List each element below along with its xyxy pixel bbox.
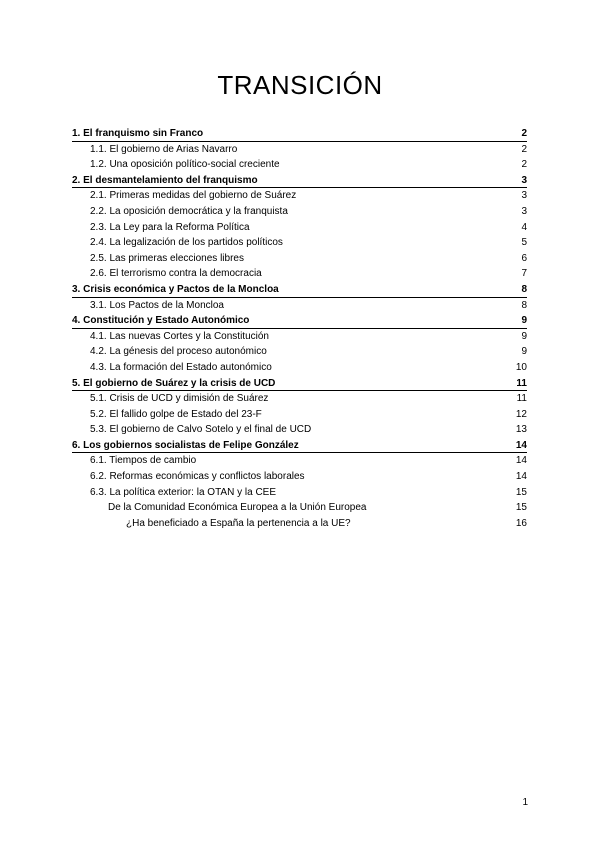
toc-entry-text: 6.1. Tiempos de cambio [90, 455, 197, 467]
toc-section[interactable] [72, 376, 527, 392]
toc-entry-text: 1.1. El gobierno de Arias Navarro [90, 143, 238, 155]
toc-entry-page: 3 [521, 174, 527, 186]
toc-subsection[interactable] [72, 500, 527, 516]
toc-subsection[interactable] [72, 204, 527, 220]
toc-subsection[interactable] [72, 391, 527, 407]
toc-entry-page: 2 [521, 128, 527, 139]
toc-entry-text: 6.3. La política exterior: la OTAN y la CEE [90, 486, 277, 498]
toc-subsection[interactable] [72, 298, 527, 314]
toc-entry-page: 14 [515, 471, 527, 483]
toc-subsection[interactable] [72, 407, 527, 423]
toc-entry-text: 4.1. Las nuevas Cortes y la Constitución [90, 330, 269, 342]
toc-subsection[interactable] [72, 329, 527, 345]
toc-subsection[interactable] [72, 251, 527, 267]
toc-entry-text: 5. El gobierno de Suárez y la crisis de UCD [72, 377, 276, 389]
toc-entry-page: 12 [515, 408, 527, 420]
toc-subsection[interactable] [72, 157, 527, 173]
toc-entry-text: 2. El desmantelamiento del franquismo [72, 174, 258, 186]
toc-entry-text: 2.1. Primeras medidas del gobierno de Suárez [90, 190, 297, 202]
toc-subsection[interactable] [72, 266, 527, 282]
toc-entry-text: 1.2. Una oposición político-social creciente [90, 159, 280, 171]
toc-entry-page: 4 [521, 221, 527, 233]
toc-entry-page: 13 [515, 424, 527, 436]
toc-entry-text: 6.2. Reformas económicas y conflictos laborales [90, 471, 305, 483]
toc-entry-text: ¿Ha beneficiado a España la pertenencia a la UE? [126, 517, 351, 529]
toc-entry-page: 3 [521, 205, 527, 217]
toc-entry-text: 3.1. Los Pactos de la Moncloa [90, 299, 224, 311]
toc-section[interactable] [72, 438, 527, 454]
toc-entry-text: 1. El franquismo sin Franco [72, 128, 204, 139]
toc-entry-page: 9 [521, 346, 527, 358]
toc-entry-text: 2.2. La oposición democrática y la franquista [90, 205, 288, 217]
toc-subsection[interactable] [72, 360, 527, 376]
toc-section[interactable] [72, 313, 527, 329]
table-of-contents [72, 126, 527, 531]
toc-entry-text: 2.4. La legalización de los partidos políticos [90, 237, 283, 249]
toc-subsection[interactable] [72, 422, 527, 438]
toc-entry-text: 3. Crisis económica y Pactos de la Moncloa [72, 283, 279, 295]
toc-entry-text: 5.3. El gobierno de Calvo Sotelo y el final de UCD [90, 424, 312, 436]
toc-subsection[interactable] [72, 344, 527, 360]
toc-entry-page: 11 [516, 393, 527, 405]
toc-subsection[interactable] [72, 453, 527, 469]
toc-entry-page: 2 [521, 143, 527, 155]
toc-entry-text: 5.2. El fallido golpe de Estado del 23-F [90, 408, 262, 420]
toc-entry-page: 10 [515, 361, 527, 373]
toc-subsection[interactable] [72, 220, 527, 236]
toc-entry-text: 4.2. La génesis del proceso autonómico [90, 346, 267, 358]
toc-entry-text: 2.6. El terrorismo contra la democracia [90, 268, 262, 280]
toc-entry-page: 9 [521, 330, 527, 342]
toc-entry-page: 11 [516, 377, 527, 389]
toc-entry-text: 5.1. Crisis de UCD y dimisión de Suárez [90, 393, 269, 405]
toc-entry-text: 6. Los gobiernos socialistas de Felipe González [72, 439, 299, 451]
toc-entry-text: 2.3. La Ley para la Reforma Política [90, 221, 250, 233]
toc-entry-text: De la Comunidad Económica Europea a la Unión Europea [108, 502, 367, 514]
toc-entry-page: 7 [521, 268, 527, 280]
toc-entry-page: 15 [515, 486, 527, 498]
toc-entry-page: 2 [521, 159, 527, 171]
toc-entry-page: 8 [521, 299, 527, 311]
toc-section[interactable] [72, 126, 527, 142]
toc-entry-page: 9 [521, 315, 527, 327]
toc-section[interactable] [72, 173, 527, 189]
toc-subsection[interactable] [72, 188, 527, 204]
toc-entry-page: 3 [521, 190, 527, 202]
page-title: TRANSICIÓN [217, 70, 383, 100]
toc-entry-page: 8 [521, 283, 527, 295]
toc-subsection[interactable] [72, 142, 527, 158]
toc-subsection[interactable] [72, 485, 527, 501]
toc-section[interactable] [72, 282, 527, 298]
toc-entry-page: 6 [521, 252, 527, 264]
toc-entry-page: 14 [515, 439, 527, 451]
toc-subsection[interactable] [72, 469, 527, 485]
page-number: 1 [522, 797, 528, 808]
toc-subsection[interactable] [72, 235, 527, 251]
toc-entry-page: 5 [521, 237, 527, 249]
toc-entry-page: 14 [515, 455, 527, 467]
toc-entry-text: 4. Constitución y Estado Autonómico [72, 315, 250, 327]
toc-entry-text: 2.5. Las primeras elecciones libres [90, 252, 244, 264]
toc-entry-text: 4.3. La formación del Estado autonómico [90, 361, 272, 373]
toc-entry-page: 16 [515, 517, 527, 529]
toc-entry-page: 15 [515, 502, 527, 514]
toc-subsection[interactable] [72, 516, 527, 532]
